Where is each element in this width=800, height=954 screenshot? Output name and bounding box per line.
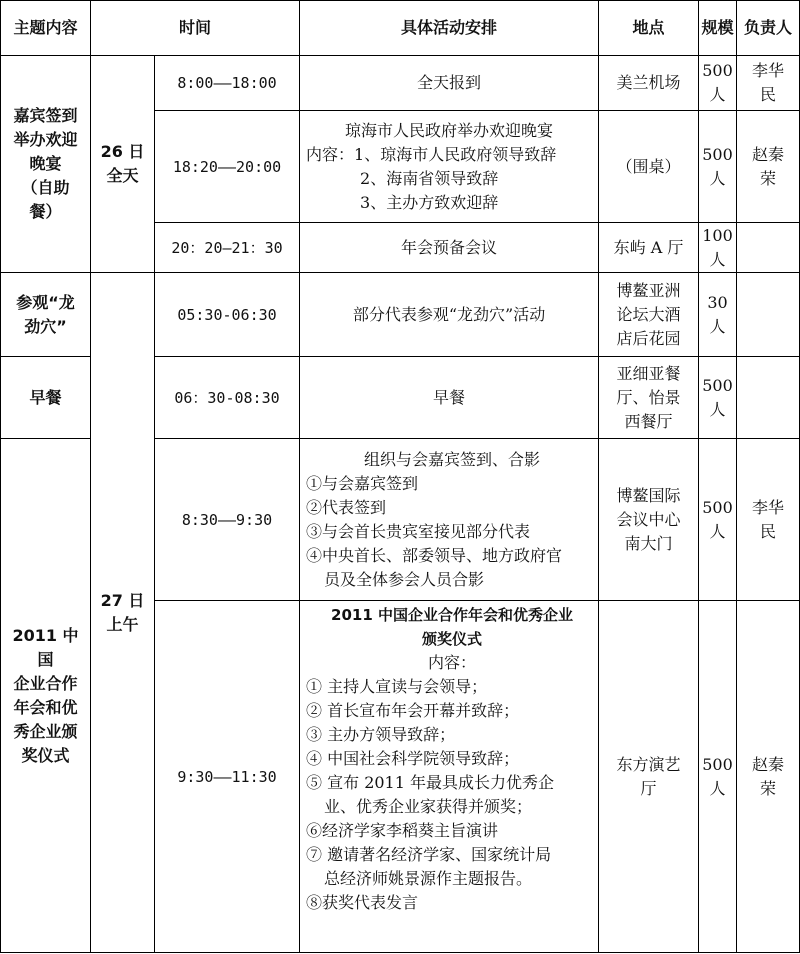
activity-cell: 琼海市人民政府举办欢迎晚宴 内容：1、琼海市人民政府领导致辞 2、海南省领导致辞 3、主办方致欢迎辞 <box>300 111 599 223</box>
activity-cell: 组织与会嘉宾签到、合影 ①与会嘉宾签到 ②代表签到 ③与会首长贵宾室接见部分代表 ④中央首长、部委领导、地方政府官 员及全体参会人员合影 <box>300 439 599 601</box>
scale-cell: 30 人 <box>699 273 737 357</box>
date-cell: 26 日 全天 <box>91 56 155 273</box>
place-cell: （围桌） <box>599 111 699 223</box>
owner-cell <box>737 273 800 357</box>
topic-cell: 2011 中 国 企业合作 年会和优 秀企业颁 奖仪式 <box>1 439 91 953</box>
owner-cell: 赵秦 荣 <box>737 111 800 223</box>
scale-cell: 100 人 <box>699 223 737 273</box>
table-row <box>1 56 800 111</box>
time-cell: 05:30-06:30 <box>155 273 300 357</box>
place-cell: 亚细亚餐 厅、怡景 西餐厅 <box>599 357 699 439</box>
time-cell: 20：20—21：30 <box>155 223 300 273</box>
owner-cell <box>737 357 800 439</box>
activity-cell: 年会预备会议 <box>300 223 599 273</box>
header-row <box>1 1 800 56</box>
header-place: 地点 <box>599 1 699 56</box>
activity-cell: 部分代表参观“龙劲穴”活动 <box>300 273 599 357</box>
topic-cell: 参观“龙 劲穴” <box>1 273 91 357</box>
scale-cell: 500 人 <box>699 111 737 223</box>
activity-cell: 早餐 <box>300 357 599 439</box>
owner-cell: 李华 民 <box>737 439 800 601</box>
time-cell: 8:30——9:30 <box>155 439 300 601</box>
header-scale: 规模 <box>699 1 737 56</box>
owner-cell <box>737 223 800 273</box>
table-row <box>1 273 800 357</box>
header-topic: 主题内容 <box>1 1 91 56</box>
place-cell: 博鳌亚洲 论坛大酒 店后花园 <box>599 273 699 357</box>
topic-cell: 早餐 <box>1 357 91 439</box>
header-activity: 具体活动安排 <box>300 1 599 56</box>
scale-cell: 500 人 <box>699 357 737 439</box>
activity-cell: 2011 中国企业合作年会和优秀企业 颁奖仪式 内容： ① 主持人宣读与会领导； ② 首长宣布年会开幕并致辞； ③ 主办方领导致辞； ④ 中国社会科学院领导致辞； ⑤ 宣布 2011 年最具成长力优秀企 业、优秀企业家获得并颁奖； ⑥经济学家李稻葵主旨演讲 ⑦ 邀请著名经济学家、国家统计局 总经济师姚景源作主题报告。 ⑧获奖代表发言 <box>300 601 599 953</box>
date-cell: 27 日 上午 <box>91 273 155 953</box>
place-cell: 东屿 A 厅 <box>599 223 699 273</box>
scale-cell: 500 人 <box>699 439 737 601</box>
scale-cell: 500 人 <box>699 56 737 111</box>
topic-cell: 嘉宾签到 举办欢迎 晚宴 （自助 餐） <box>1 56 91 273</box>
header-time: 时间 <box>91 1 300 56</box>
scale-cell: 500 人 <box>699 601 737 953</box>
place-cell: 东方演艺 厅 <box>599 601 699 953</box>
place-cell: 美兰机场 <box>599 56 699 111</box>
activity-cell: 全天报到 <box>300 56 599 111</box>
time-cell: 9:30——11:30 <box>155 601 300 953</box>
time-cell: 8:00——18:00 <box>155 56 300 111</box>
time-cell: 06：30-08:30 <box>155 357 300 439</box>
place-cell: 博鳌国际 会议中心 南大门 <box>599 439 699 601</box>
owner-cell: 赵秦 荣 <box>737 601 800 953</box>
header-owner: 负责人 <box>737 1 800 56</box>
owner-cell: 李华 民 <box>737 56 800 111</box>
time-cell: 18:20——20:00 <box>155 111 300 223</box>
